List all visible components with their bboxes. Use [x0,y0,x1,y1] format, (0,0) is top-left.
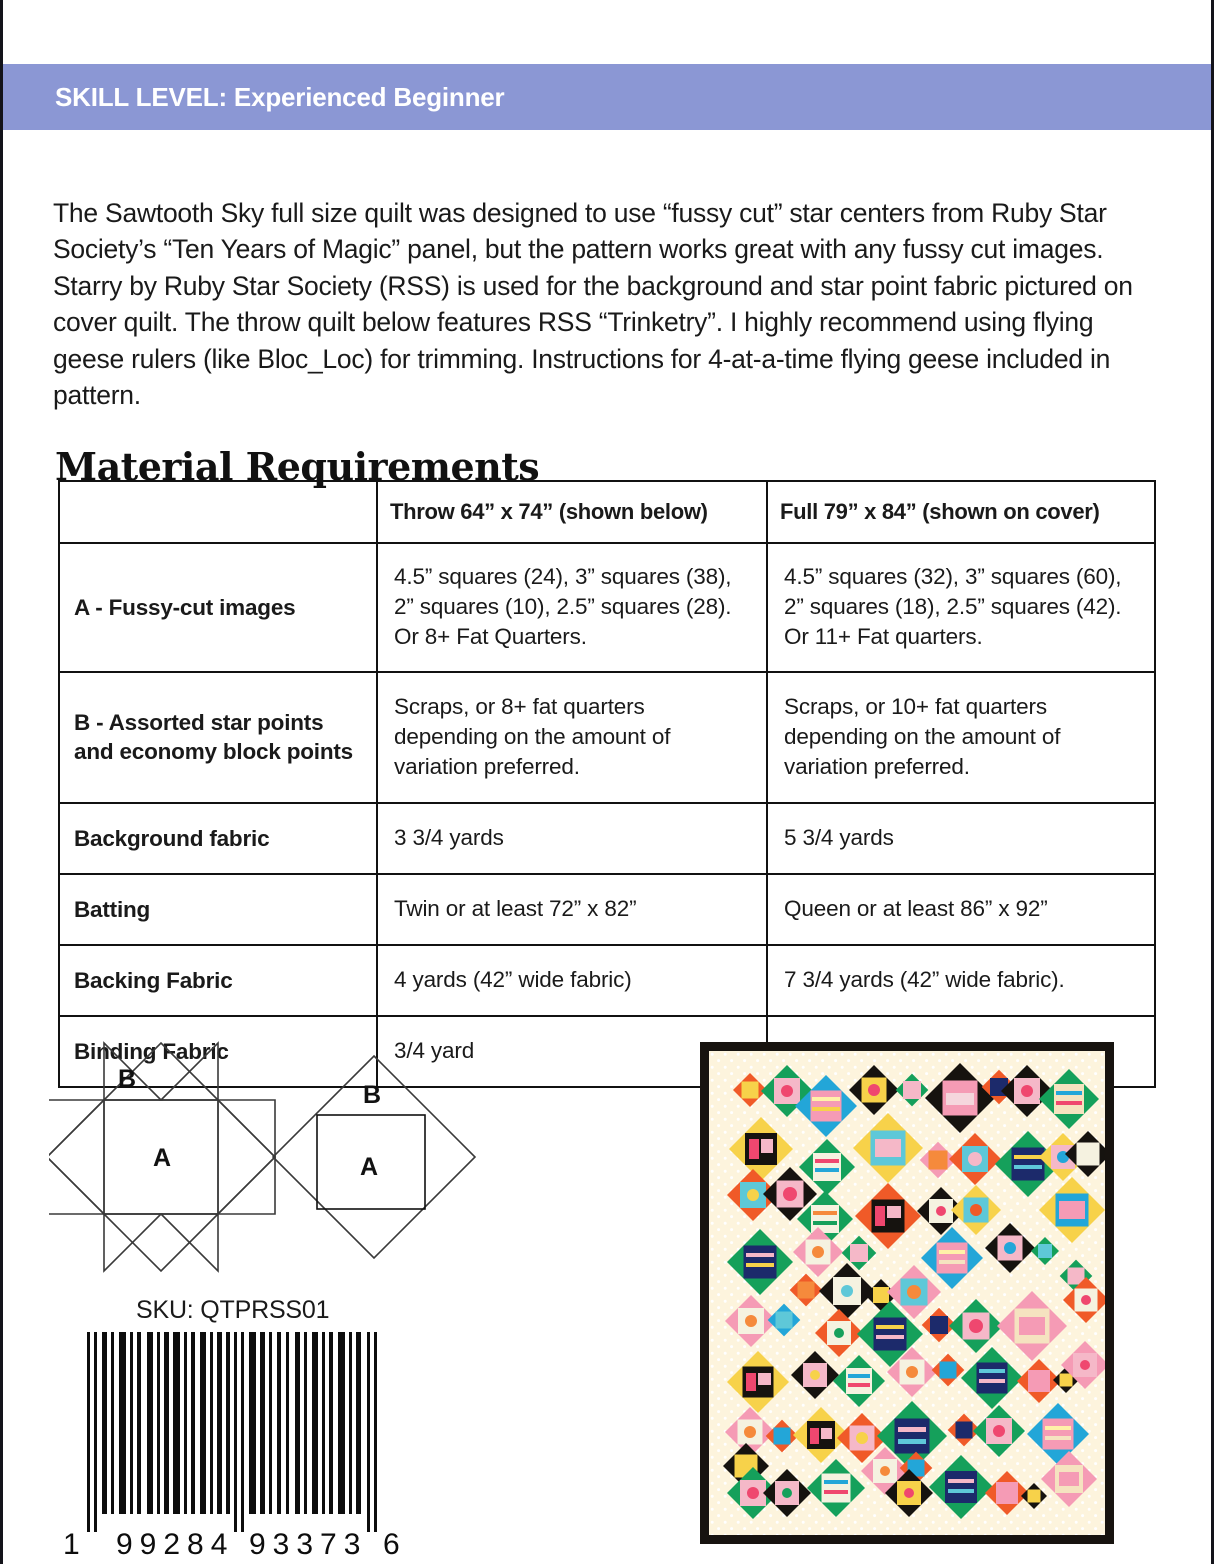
sawtooth-point-right [218,1100,275,1214]
skill-level-band [3,64,1211,130]
barcode-digits-group1: 99284 [116,1528,235,1560]
cell-throw-binding-fabric: 3/4 yard [377,1016,767,1087]
sawtooth-corner-right-bottom [218,1157,275,1214]
cell-throw-fussy-cut-images: 4.5” squares (24), 3” squares (38), 2” squares (10), 2.5” squares (28). Or 8+ Fat Quarters. [377,543,767,672]
quilt-photo-svg [709,1051,1105,1535]
sawtooth-corner-left-bottom [49,1157,104,1214]
row-label-fussy-cut-images: A - Fussy-cut images [59,543,377,672]
row-label-batting: Batting [59,874,377,945]
barcode-digit-right: 6 [383,1528,400,1560]
cell-full-star-points: Scraps, or 10+ fat quarters depending on the amount of variation preferred. [767,672,1155,803]
barcode-svg [61,1330,411,1560]
barcode-digit-left: 1 [63,1528,80,1560]
table-row [59,874,1155,945]
table-header-blank [59,481,377,543]
block-diagrams [49,1032,479,1282]
sawtooth-center-label-a: A [153,1144,172,1172]
table-header-throw: Throw 64” x 74” (shown below) [377,481,767,543]
table-header-full: Full 79” x 84” (shown on cover) [767,481,1155,543]
table-row [59,672,1155,803]
row-label-background-fabric: Background fabric [59,803,377,874]
barcode-bars [87,1332,377,1532]
sawtooth-point-bottom [104,1214,218,1271]
table-row [59,803,1155,874]
intro-paragraph: The Sawtooth Sky full size quilt was designed to use “fussy cut” star centers from Ruby Star Society’s “Ten Years of Magic” panel, but the pattern works great with any fussy cut images. Starry by Ruby Star Society (RSS) is used for the background and star point fabric pictured on cover quilt. The throw quilt below features RSS “Trinketry”. I highly recommend using flying geese rulers (like Bloc_Loc) for trimming. Instructions for 4-at-a-time flying geese included in pattern. [53,197,1133,410]
cell-throw-backing-fabric: 4 yards (42” wide fabric) [377,945,767,1016]
cell-full-fussy-cut-images: 4.5” squares (32), 3” squares (60), 2” squares (18), 2.5” squares (42). Or 11+ Fat quarters. [767,543,1155,672]
sawtooth-point-label-b: B [118,1065,137,1093]
material-requirements-heading: Material Requirements [55,443,540,489]
row-label-backing-fabric: Backing Fabric [59,945,377,1016]
table-header-row [59,481,1155,543]
sawtooth-point-left [49,1100,104,1214]
cell-throw-batting: Twin or at least 72” x 82” [377,874,767,945]
table-row [59,945,1155,1016]
row-label-binding-fabric: Binding Fabric [59,1016,377,1087]
barcode-digits-group2: 93373 [249,1528,368,1560]
row-label-star-points: B - Assorted star points and economy block points [59,672,377,803]
economy-center-label-a: A [360,1153,379,1181]
cell-throw-star-points: Scraps, or 8+ fat quarters depending on the amount of variation preferred. [377,672,767,803]
skill-level-label: SKILL LEVEL: Experienced Beginner [55,81,505,112]
materials-table [58,480,1156,1088]
cell-full-backing-fabric: 7 3/4 yards (42” wide fabric). [767,945,1155,1016]
sku-label: SKU: QTPRSS01 [136,1296,330,1324]
block-diagram-svg [49,1032,479,1282]
economy-point-label-b: B [363,1081,382,1109]
quilt-photo [700,1042,1114,1544]
barcode [61,1330,411,1560]
cell-full-batting: Queen or at least 86” x 92” [767,874,1155,945]
cell-full-background-fabric: 5 3/4 yards [767,803,1155,874]
sawtooth-corner-left-top [49,1100,104,1157]
cell-throw-background-fabric: 3 3/4 yards [377,803,767,874]
sawtooth-corner-right-top [218,1100,275,1157]
table-row [59,543,1155,672]
